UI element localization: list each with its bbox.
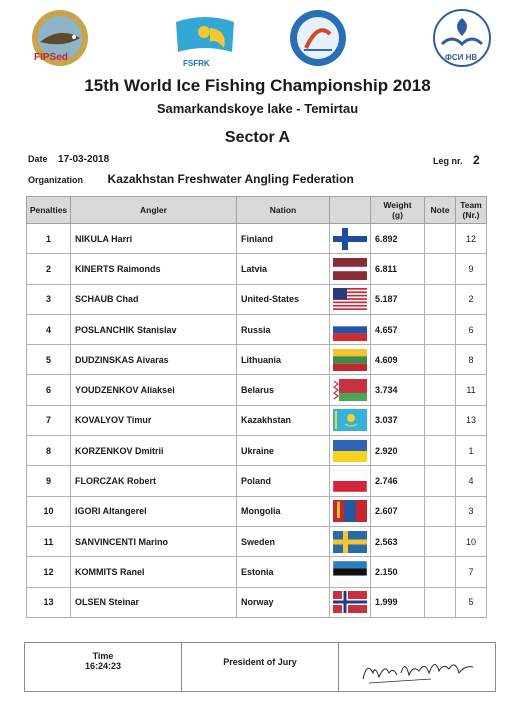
nation-cell: Finland <box>237 224 330 254</box>
championship-logo <box>288 8 348 75</box>
team-cell: 9 <box>456 254 487 284</box>
table-header-row <box>27 197 487 224</box>
weight-cell: 1.999 <box>371 587 425 617</box>
note-cell <box>425 284 456 314</box>
angler-cell: NIKULA Harri <box>71 224 237 254</box>
nation-cell: Kazakhstan <box>237 405 330 435</box>
table-row <box>27 224 487 254</box>
rank-cell: 8 <box>27 436 71 466</box>
team-cell: 13 <box>456 405 487 435</box>
nation-cell: Norway <box>237 587 330 617</box>
note-cell <box>425 345 456 375</box>
nation-cell: Lithuania <box>237 345 330 375</box>
col-flag <box>330 197 371 224</box>
mongolia-flag-icon <box>330 496 371 526</box>
organization-label: Organization <box>28 175 84 185</box>
sweden-flag-icon <box>330 526 371 556</box>
nation-cell: Russia <box>237 314 330 344</box>
rank-cell: 6 <box>27 375 71 405</box>
team-cell: 3 <box>456 496 487 526</box>
nation-cell: United-States <box>237 284 330 314</box>
organization-row <box>28 172 354 186</box>
rank-cell: 11 <box>27 526 71 556</box>
angler-cell: IGORI Altangerel <box>71 496 237 526</box>
ukraine-flag-icon <box>330 436 371 466</box>
note-cell <box>425 436 456 466</box>
table-row <box>27 314 487 344</box>
angler-cell: POSLANCHIK Stanislav <box>71 314 237 344</box>
fipsed-logo <box>30 8 90 75</box>
date-value: 17-03-2018 <box>58 154 110 165</box>
note-cell <box>425 496 456 526</box>
rank-cell: 10 <box>27 496 71 526</box>
rank-cell: 1 <box>27 224 71 254</box>
latvia-flag-icon <box>330 254 371 284</box>
table-row <box>27 254 487 284</box>
table-row <box>27 345 487 375</box>
col-nation: Nation <box>237 197 330 224</box>
col-weight-label: Weight <box>383 200 412 210</box>
usa-flag-icon <box>330 284 371 314</box>
rank-cell: 3 <box>27 284 71 314</box>
weight-cell: 3.734 <box>371 375 425 405</box>
president-cell <box>182 643 339 691</box>
date-row <box>28 154 109 165</box>
nation-cell: Poland <box>237 466 330 496</box>
date-label: Date <box>28 154 48 164</box>
note-cell <box>425 526 456 556</box>
weight-cell: 2.746 <box>371 466 425 496</box>
poland-flag-icon <box>330 466 371 496</box>
team-cell: 12 <box>456 224 487 254</box>
col-weight <box>371 197 425 224</box>
team-cell: 5 <box>456 587 487 617</box>
nation-cell: Sweden <box>237 526 330 556</box>
col-team-sub: (Nr.) <box>462 210 480 220</box>
team-cell: 4 <box>456 466 487 496</box>
table-row <box>27 557 487 587</box>
col-team <box>456 197 487 224</box>
weight-cell: 5.187 <box>371 284 425 314</box>
signature-image <box>339 643 495 691</box>
team-cell: 8 <box>456 345 487 375</box>
table-row <box>27 526 487 556</box>
team-cell: 2 <box>456 284 487 314</box>
fsfrk-logo <box>170 8 240 75</box>
sector-heading: Sector A <box>224 129 291 146</box>
kazakhstan-flag-icon <box>330 405 371 435</box>
nation-cell: Estonia <box>237 557 330 587</box>
footer-box <box>24 642 496 692</box>
oci-logo <box>432 8 492 75</box>
note-cell <box>425 587 456 617</box>
col-note: Note <box>425 197 456 224</box>
angler-cell: YOUDZENKOV Aliaksei <box>71 375 237 405</box>
rank-cell: 9 <box>27 466 71 496</box>
rank-cell: 12 <box>27 557 71 587</box>
note-cell <box>425 224 456 254</box>
team-cell: 10 <box>456 526 487 556</box>
weight-cell: 4.657 <box>371 314 425 344</box>
table-row <box>27 587 487 617</box>
nation-cell: Belarus <box>237 375 330 405</box>
angler-cell: KOMMITS Ranel <box>71 557 237 587</box>
angler-cell: OLSEN Steinar <box>71 587 237 617</box>
note-cell <box>425 314 456 344</box>
logo-strip <box>0 8 515 70</box>
championship-title: 15th World Ice Fishing Championship 2018 <box>84 76 431 95</box>
table-row <box>27 284 487 314</box>
table-row <box>27 405 487 435</box>
weight-cell: 2.920 <box>371 436 425 466</box>
angler-cell: SCHAUB Chad <box>71 284 237 314</box>
col-weight-unit: (g) <box>392 210 403 220</box>
table-row <box>27 466 487 496</box>
rank-cell: 13 <box>27 587 71 617</box>
team-cell: 11 <box>456 375 487 405</box>
venue-subtitle: Samarkandskoye lake - Temirtau <box>156 101 359 116</box>
col-team-label: Team <box>460 200 482 210</box>
rank-cell: 2 <box>27 254 71 284</box>
team-cell: 7 <box>456 557 487 587</box>
nation-cell: Latvia <box>237 254 330 284</box>
angler-cell: SANVINCENTI Marino <box>71 526 237 556</box>
finland-flag-icon <box>330 224 371 254</box>
organization-value: Kazakhstan Freshwater Angling Federation <box>107 172 354 186</box>
rank-cell: 5 <box>27 345 71 375</box>
nation-cell: Mongolia <box>237 496 330 526</box>
note-cell <box>425 466 456 496</box>
weight-cell: 4.609 <box>371 345 425 375</box>
team-cell: 6 <box>456 314 487 344</box>
table-row <box>27 496 487 526</box>
note-cell <box>425 557 456 587</box>
time-label: Time <box>92 651 114 661</box>
weight-cell: 2.563 <box>371 526 425 556</box>
angler-cell: FLORCZAK Robert <box>71 466 237 496</box>
nation-cell: Ukraine <box>237 436 330 466</box>
belarus-flag-icon <box>330 375 371 405</box>
estonia-flag-icon <box>330 557 371 587</box>
rank-cell: 7 <box>27 405 71 435</box>
results-table <box>26 196 487 618</box>
signature-cell <box>339 643 495 691</box>
rank-cell: 4 <box>27 314 71 344</box>
team-cell: 1 <box>456 436 487 466</box>
leg-label: Leg nr. <box>433 156 463 166</box>
weight-cell: 6.892 <box>371 224 425 254</box>
note-cell <box>425 375 456 405</box>
angler-cell: KORZENKOV Dmitrii <box>71 436 237 466</box>
weight-cell: 2.607 <box>371 496 425 526</box>
angler-cell: KOVALYOV Timur <box>71 405 237 435</box>
norway-flag-icon <box>330 587 371 617</box>
weight-cell: 6.811 <box>371 254 425 284</box>
col-penalties: Penalties <box>27 197 71 224</box>
col-angler: Angler <box>71 197 237 224</box>
leg-row <box>433 153 480 167</box>
fsfrk-logo-text: FSFRK <box>183 59 210 68</box>
angler-cell: DUDZINSKAS Aivaras <box>71 345 237 375</box>
note-cell <box>425 254 456 284</box>
leg-value: 2 <box>473 153 480 167</box>
note-cell <box>425 405 456 435</box>
table-row <box>27 436 487 466</box>
russia-flag-icon <box>330 314 371 344</box>
time-value: 16:24:23 <box>84 661 122 671</box>
lithuania-flag-icon <box>330 345 371 375</box>
weight-cell: 2.150 <box>371 557 425 587</box>
weight-cell: 3.037 <box>371 405 425 435</box>
president-label: President of Jury <box>223 657 297 667</box>
oci-logo-text: ФСИ НВ <box>445 53 478 62</box>
time-cell <box>25 643 182 691</box>
fipsed-logo-text: FIPSed <box>34 52 68 63</box>
angler-cell: KINERTS Raimonds <box>71 254 237 284</box>
table-row <box>27 375 487 405</box>
